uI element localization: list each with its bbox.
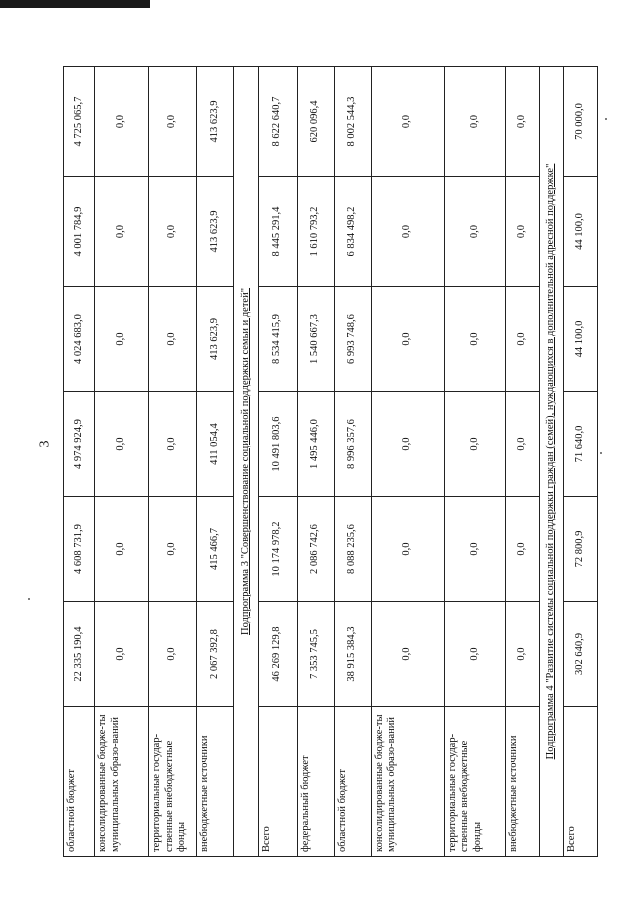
value-cell: 0,0 (444, 602, 506, 707)
row-label: Всего (564, 707, 598, 857)
scan-speck (605, 118, 607, 120)
value-cell: 1 540 667,3 (297, 287, 334, 392)
row-label: внебюджетные источники (506, 707, 540, 857)
section-3-title: Подпрограмма 3 "Совершенствование социальной поддержки семьи и детей" (233, 67, 258, 857)
value-cell: 44 100,0 (564, 177, 598, 287)
value-cell: 0,0 (371, 287, 444, 392)
value-cell: 38 915 384,3 (334, 602, 371, 707)
value-cell: 0,0 (371, 497, 444, 602)
value-cell: 4 001 784,9 (64, 177, 95, 287)
table-row (444, 67, 506, 857)
page-number: 3 (37, 440, 53, 448)
value-cell: 46 269 129,8 (258, 602, 297, 707)
value-cell: 7 353 745,5 (297, 602, 334, 707)
value-cell: 1 610 793,2 (297, 177, 334, 287)
table-row (64, 67, 95, 857)
value-cell: 0,0 (149, 392, 197, 497)
value-cell: 0,0 (506, 602, 540, 707)
section-3 (233, 67, 258, 857)
value-cell: 8 445 291,4 (258, 177, 297, 287)
rows-s4 (564, 67, 598, 857)
value-cell: 4 974 924,9 (64, 392, 95, 497)
value-cell: 4 725 065,7 (64, 67, 95, 177)
table-row (371, 67, 444, 857)
value-cell: 0,0 (95, 177, 149, 287)
value-cell: 2 067 392,8 (197, 602, 234, 707)
value-cell: 0,0 (506, 67, 540, 177)
table-row (149, 67, 197, 857)
value-cell: 0,0 (371, 602, 444, 707)
value-cell: 302 640,9 (564, 602, 598, 707)
value-cell: 413 623,9 (197, 67, 234, 177)
value-cell: 0,0 (444, 497, 506, 602)
value-cell: 0,0 (149, 602, 197, 707)
value-cell: 8 996 357,6 (334, 392, 371, 497)
table-row (197, 67, 234, 857)
value-cell: 72 800,9 (564, 497, 598, 602)
scan-edge-mark (0, 0, 150, 8)
scan-speck (28, 598, 30, 600)
row-label: внебюджетные источники (197, 707, 234, 857)
row-label: территориальные государ-ственные внебюджетные фонды (444, 707, 506, 857)
table-row (564, 67, 598, 857)
value-cell: 22 335 190,4 (64, 602, 95, 707)
row-label: консолидированные бюдже-ты муниципальных образо-ваний (95, 707, 149, 857)
value-cell: 1 495 446,0 (297, 392, 334, 497)
value-cell: 0,0 (506, 392, 540, 497)
table-row (258, 67, 297, 857)
value-cell: 0,0 (95, 392, 149, 497)
value-cell: 0,0 (149, 497, 197, 602)
value-cell: 4 024 683,0 (64, 287, 95, 392)
rows-top (64, 67, 234, 857)
value-cell: 0,0 (444, 177, 506, 287)
value-cell: 0,0 (149, 177, 197, 287)
value-cell: 0,0 (149, 287, 197, 392)
value-cell: 0,0 (506, 287, 540, 392)
value-cell: 8 622 640,7 (258, 67, 297, 177)
rows-s3 (258, 67, 539, 857)
value-cell: 6 993 748,6 (334, 287, 371, 392)
value-cell: 0,0 (506, 177, 540, 287)
row-label: областной бюджет (64, 707, 95, 857)
row-label: федеральный бюджет (297, 707, 334, 857)
value-cell: 10 491 803,6 (258, 392, 297, 497)
budget-table (63, 66, 598, 857)
value-cell: 44 100,0 (564, 287, 598, 392)
row-label: территориальные государ-ственные внебюджетные фонды (149, 707, 197, 857)
value-cell: 10 174 978,2 (258, 497, 297, 602)
section-4-title: Подпрограмма 4 "Развитие системы социальной поддержки граждан (семей), нуждающихся в дополнительной адресной поддержке" (539, 67, 564, 857)
value-cell: 0,0 (149, 67, 197, 177)
row-label: консолидированные бюдже-ты муниципальных образо-ваний (371, 707, 444, 857)
value-cell: 2 086 742,6 (297, 497, 334, 602)
value-cell: 413 623,9 (197, 177, 234, 287)
value-cell: 0,0 (371, 392, 444, 497)
value-cell: 0,0 (444, 392, 506, 497)
value-cell: 8 002 544,3 (334, 67, 371, 177)
table-row (95, 67, 149, 857)
value-cell: 0,0 (371, 67, 444, 177)
value-cell: 620 096,4 (297, 67, 334, 177)
value-cell: 0,0 (506, 497, 540, 602)
value-cell: 413 623,9 (197, 287, 234, 392)
value-cell: 6 834 498,2 (334, 177, 371, 287)
scan-speck (600, 452, 602, 454)
value-cell: 0,0 (95, 287, 149, 392)
value-cell: 0,0 (371, 177, 444, 287)
value-cell: 71 640,0 (564, 392, 598, 497)
value-cell: 0,0 (95, 497, 149, 602)
section-4 (539, 67, 564, 857)
value-cell: 415 466,7 (197, 497, 234, 602)
value-cell: 4 608 731,9 (64, 497, 95, 602)
table-row (506, 67, 540, 857)
value-cell: 0,0 (95, 67, 149, 177)
table-row (297, 67, 334, 857)
value-cell: 8 534 415,9 (258, 287, 297, 392)
value-cell: 0,0 (95, 602, 149, 707)
rotated-page (63, 67, 598, 857)
value-cell: 0,0 (444, 67, 506, 177)
row-label: Всего (258, 707, 297, 857)
value-cell: 0,0 (444, 287, 506, 392)
value-cell: 8 088 235,6 (334, 497, 371, 602)
value-cell: 70 000,0 (564, 67, 598, 177)
value-cell: 411 054,4 (197, 392, 234, 497)
table-row (334, 67, 371, 857)
row-label: областной бюджет (334, 707, 371, 857)
